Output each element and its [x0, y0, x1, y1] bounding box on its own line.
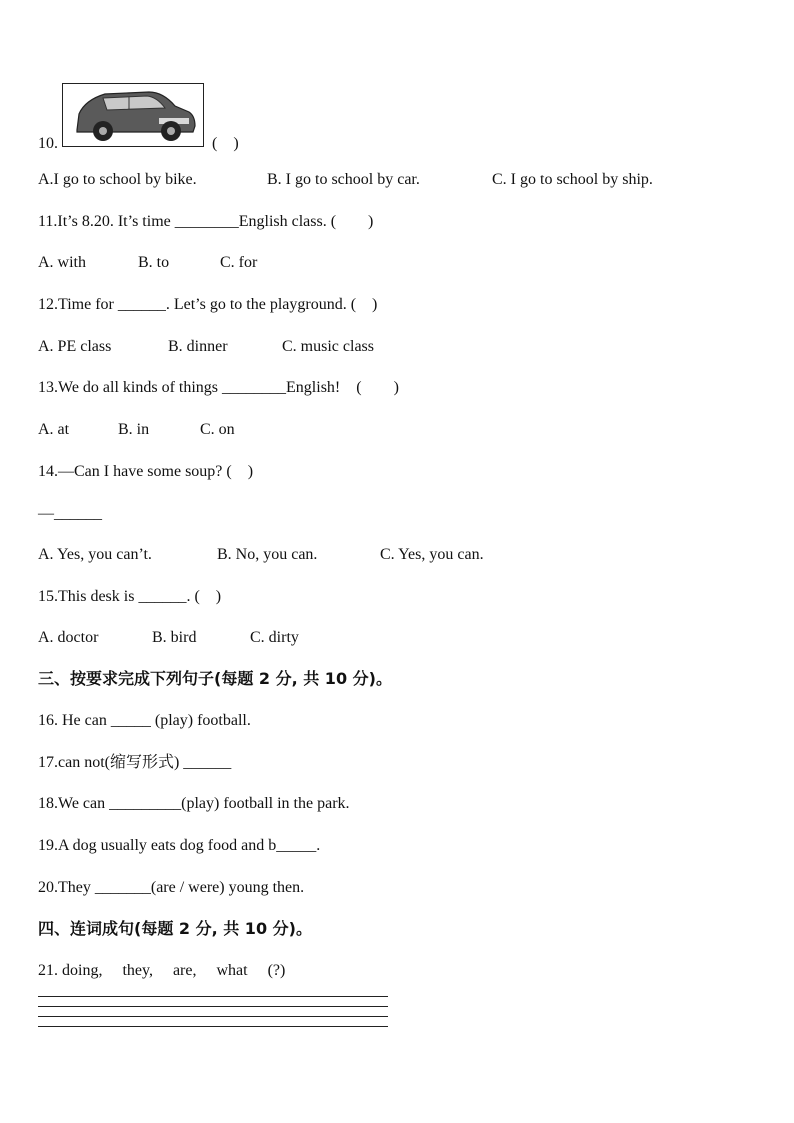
section-4-title: 四、连词成句(每题 2 分, 共 10 分)。	[38, 919, 312, 938]
question-16: 16. He can _____ (play) football.	[38, 712, 251, 729]
question-18: 18.We can _________(play) football in the park.	[38, 795, 350, 812]
question-14-options	[38, 545, 484, 565]
option-a: A. at	[38, 421, 70, 438]
question-10-options	[38, 170, 653, 190]
option-a: A.I go to school by bike.	[38, 171, 197, 188]
option-a: A. with	[38, 254, 86, 271]
question-11: 11.It’s 8.20. It’s time ________English class. ( )	[38, 213, 374, 230]
option-a: A. Yes, you can’t.	[38, 546, 152, 563]
question-14-answer-line: —______	[38, 505, 102, 522]
question-13: 13.We do all kinds of things ________English! ( )	[38, 379, 399, 396]
option-c: C. I go to school by ship.	[492, 171, 653, 188]
car-icon	[63, 84, 203, 146]
question-19: 19.A dog usually eats dog food and b_____.	[38, 837, 321, 854]
question-14: 14.—Can I have some soup? ( )	[38, 463, 254, 480]
option-c: C. dirty	[250, 629, 299, 646]
question-15-options	[38, 628, 299, 648]
section-3-title: 三、按要求完成下列句子(每题 2 分, 共 10 分)。	[38, 669, 392, 688]
option-b: B. to	[138, 254, 170, 271]
question-10-number: 10.	[38, 135, 58, 152]
option-c: C. Yes, you can.	[380, 546, 484, 563]
option-b: B. in	[118, 421, 150, 438]
car-picture	[62, 83, 204, 147]
question-10	[38, 134, 239, 154]
option-b: B. I go to school by car.	[267, 171, 420, 188]
answer-line	[38, 996, 388, 997]
option-c: C. music class	[282, 338, 374, 355]
question-15: 15.This desk is ______. ( )	[38, 588, 222, 605]
question-12: 12.Time for ______. Let’s go to the playground. ( )	[38, 296, 378, 313]
question-17: 17.can not(缩写形式) ______	[38, 754, 232, 771]
option-b: B. No, you can.	[217, 546, 318, 563]
question-12-options	[38, 337, 374, 357]
question-10-paren: ( )	[212, 135, 239, 152]
answer-line	[38, 1026, 388, 1027]
question-13-options	[38, 420, 235, 440]
question-20: 20.They _______(are / were) young then.	[38, 879, 305, 896]
option-b: B. dinner	[168, 338, 228, 355]
option-c: C. for	[220, 254, 258, 271]
option-b: B. bird	[152, 629, 197, 646]
answer-line	[38, 1016, 388, 1017]
option-a: A. PE class	[38, 338, 112, 355]
question-21: 21. doing, they, are, what (?)	[38, 962, 286, 979]
option-c: C. on	[200, 421, 235, 438]
option-a: A. doctor	[38, 629, 99, 646]
question-11-options	[38, 253, 257, 273]
answer-line	[38, 1006, 388, 1007]
